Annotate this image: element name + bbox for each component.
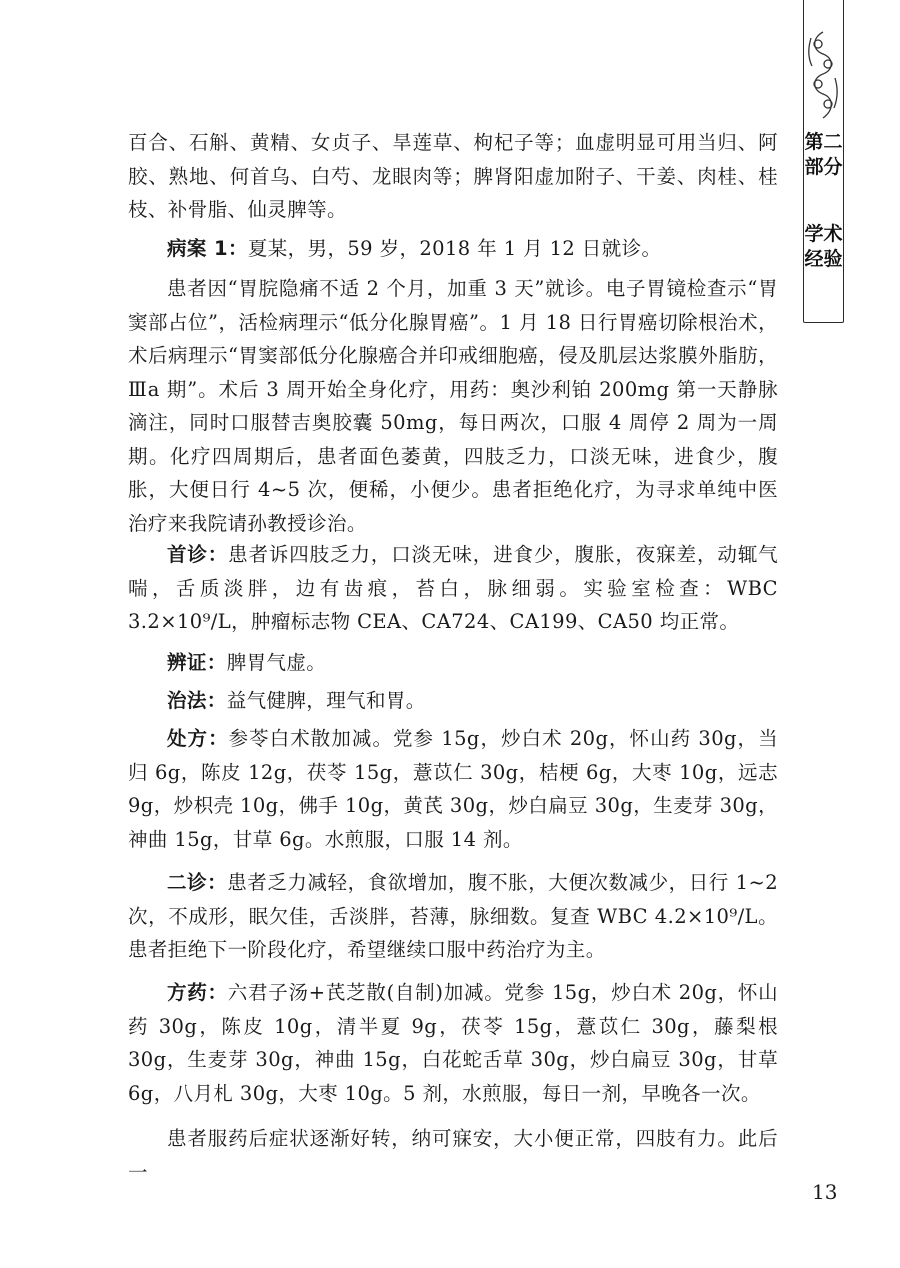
scroll-ornament-icon [806,28,840,124]
section-side-tab [803,0,844,323]
paragraph: 首诊：患者诉四肢乏力，口淡无味，进食少，腹胀，夜寐差，动辄气喘，舌质淡胖，边有齿痕，苔白，脉细弱。实验室检查：WBC 3.2×10⁹/L，肿瘤标志物 CEA、CA724、CA199、CA50 均正常。 [128,543,778,633]
paragraph: 方药：六君子汤+芪芝散(自制)加减。党参 15g，炒白术 20g，怀山药 30g，陈皮 10g，清半夏 9g，茯苓 15g，薏苡仁 30g，藤梨根 30g，生麦芽 30g，神曲 15g，白花蛇舌草 30g，炒白扁豆 30g，甘草 6g，八月札 30g，大枣 10g。5 剂，水煎服，每日一剂，早晚各一次。 [128,981,779,1105]
paragraph: 患者因“胃脘隐痛不适 2 个月，加重 3 天”就诊。电子胃镜检查示“胃窦部占位”，活检病理示“低分化腺胃癌”。1 月 18 日行胃癌切除根治术，术后病理示“胃窦部低分化腺癌合并印戒细胞癌，侵及肌层达浆膜外脂肪，Ⅲa 期”。术后 3 周开始全身化疗，用药：奥沙利铂 200mg 第一天静脉滴注，同时口服替吉奥胶囊 50mg，每日两次，口服 4 周停 2 周为一周期。化疗四周期后，患者面色萎黄，四肢乏力，口淡无味，进食少，腹胀，大便日行 4~5 次，便稀，小便少。患者拒绝化疗，为寻求单纯中医治疗来我院请孙教授诊治。 [128,277,778,535]
page-number: 13 [812,1180,838,1204]
paragraph: 二诊：患者乏力减轻，食欲增加，腹不胀，大便次数减少，日行 1~2 次，不成形，眠欠佳，舌淡胖，苔薄，脉细数。复查 WBC 4.2×10⁹/L。患者拒绝下一阶段化疗，希望继续口服中药治疗为主。 [128,871,778,961]
paragraph: 患者服药后症状逐渐好转，纳可寐安，大小便正常，四肢有力。此后一 [128,1127,778,1184]
part-label: 第二部分 [804,131,843,178]
paragraph: 病案 1：夏某，男，59 岁，2018 年 1 月 12 日就诊。 [167,237,662,260]
paragraph: 百合、石斛、黄精、女贞子、旱莲草、枸杞子等；血虚明显可用当归、阿胶、熟地、何首乌、白芍、龙眼肉等；脾肾阳虚加附子、干姜、肉桂、桂枝、补骨脂、仙灵脾等。 [128,131,778,221]
paragraph: 辨证：脾胃气虚。 [167,651,327,674]
paragraph: 处方：参苓白术散加减。党参 15g，炒白术 20g，怀山药 30g，当归 6g，陈皮 12g，茯苓 15g，薏苡仁 30g，桔梗 6g，大枣 10g，远志 9g，炒枳壳 10g，佛手 10g，黄芪 30g，炒白扁豆 30g，生麦芽 30g，神曲 15g，甘草 6g。水煎服，口服 14 剂。 [128,727,778,851]
paragraph: 治法：益气健脾，理气和胃。 [167,689,426,712]
topic-label: 学术经验 [804,223,843,270]
